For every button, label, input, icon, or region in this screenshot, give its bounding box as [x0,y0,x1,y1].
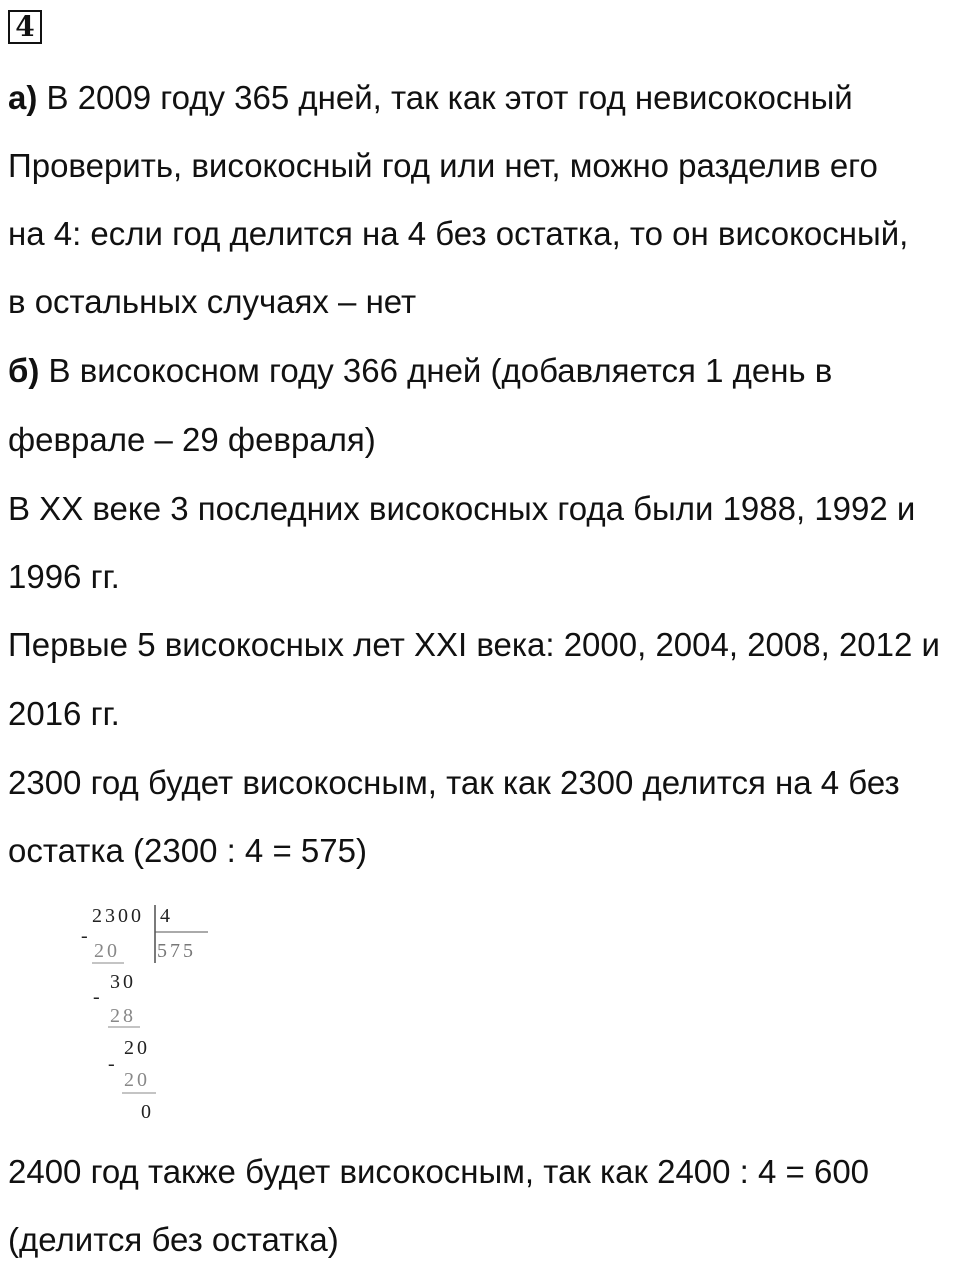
text-line-4: в остальных случаях – нет [8,283,417,320]
ld-minus-1: - [81,925,88,947]
text-line-13: 2400 год также будет високосным, так как 2400 : 4 = 600 [8,1153,870,1190]
ld-sub-1: 20 [94,940,120,962]
ld-dividend: 2300 [92,905,144,927]
ld-divisor: 4 [160,905,173,927]
text-line-10: 2016 гг. [8,695,120,732]
text-line-9: Первые 5 високосных лет XXI века: 2000, 2004, 2008, 2012 и [8,626,940,663]
text-line-2: Проверить, високосный год или нет, можно разделив его [8,147,878,184]
text-line-8: 1996 гг. [8,558,120,595]
ld-rem-2: 30 [110,971,136,993]
task-number: 4 [15,10,35,43]
text-line-11: 2300 год будет високосным, так как 2300 делится на 4 без [8,764,900,801]
text-line-12: остатка (2300 : 4 = 575) [8,832,367,869]
part-b-label: б) [8,352,40,389]
text-line-1: а) В 2009 году 365 дней, так как этот год невисокосный [8,79,853,116]
text-line-3: на 4: если год делится на 4 без остатка, то он високосный, [8,215,909,252]
ld-minus-2: - [93,986,100,1008]
ld-quotient: 575 [157,940,196,962]
ld-final-rem: 0 [141,1101,154,1123]
text-line-5: б) В високосном году 366 дней (добавляется 1 день в [8,352,833,389]
text-line-14: (делится без остатка) [8,1221,339,1258]
ld-rem-3: 20 [124,1037,150,1059]
text-line-6: феврале – 29 февраля) [8,421,376,458]
part-a-label: а) [8,79,38,116]
ld-sub-3: 20 [124,1069,150,1091]
ld-minus-3: - [108,1053,115,1075]
text-line-7: В XX веке 3 последних високосных года были 1988, 1992 и [8,490,916,527]
ld-sub-2: 28 [110,1005,136,1027]
